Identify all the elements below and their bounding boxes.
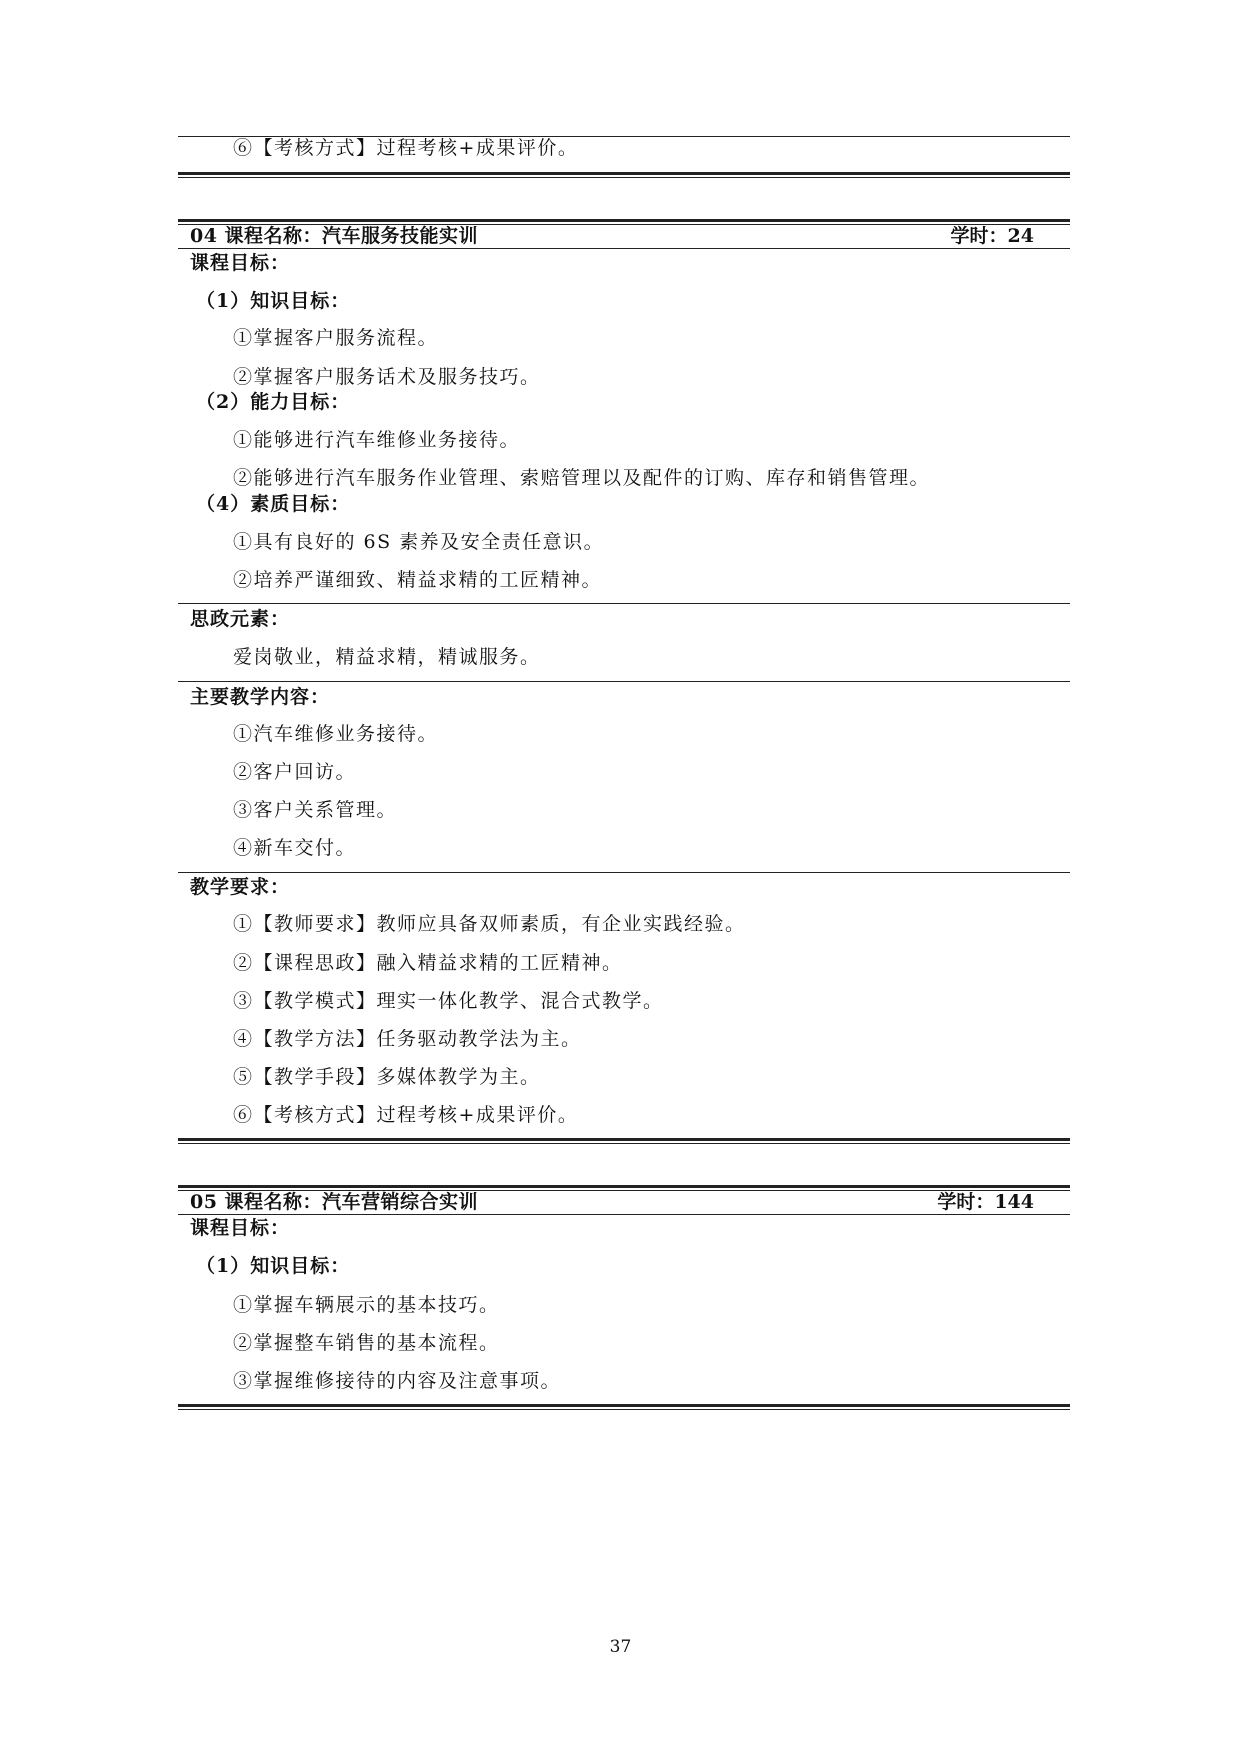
course05-knowledge-item: ③掌握维修接待的内容及注意事项。 [233,1370,562,1392]
course04-content-item: ④新车交付。 [233,837,357,859]
course05-hours: 学时：144 [937,1191,1034,1213]
course04-ideology-rule [178,603,1070,604]
course04-quality-item: ②培养严谨细致、精益求精的工匠精神。 [233,569,603,591]
course04-goal-heading: 课程目标： [190,252,291,274]
course04-content-heading: 主要教学内容： [190,686,331,708]
table-bottom-rule [178,172,1070,178]
course04-req-item: ①【教师要求】教师应具备双师素质，有企业实践经验。 [233,913,746,935]
course05-knowledge-item: ②掌握整车销售的基本流程。 [233,1332,500,1354]
course04-title-rule [178,248,1070,249]
course04-ability-item: ②能够进行汽车服务作业管理、索赔管理以及配件的订购、库存和销售管理。 [233,467,931,489]
course04-req-item: ③【教学模式】理实一体化教学、混合式教学。 [233,990,664,1012]
course04-ideology-heading: 思政元素： [190,608,291,630]
course04-content-rule [178,681,1070,682]
course04-ideology-text: 爱岗敬业，精益求精，精诚服务。 [233,646,541,668]
course04-bottom-rule [178,1138,1070,1144]
course04-content-item: ③客户关系管理。 [233,799,398,821]
course04-ability-item: ①能够进行汽车维修业务接待。 [233,429,521,451]
course04-content-item: ①汽车维修业务接待。 [233,723,439,745]
course04-req-item: ④【教学方法】任务驱动教学法为主。 [233,1028,582,1050]
course05-title: 05 课程名称：汽车营销综合实训 [190,1191,479,1213]
course04-req-rule [178,872,1070,873]
page-number: 37 [609,1637,632,1657]
course04-quality-item: ①具有良好的 6S 素养及安全责任意识。 [233,531,605,553]
course05-goal-heading: 课程目标： [190,1217,291,1239]
course05-title-rule [178,1214,1070,1215]
course04-knowledge-item: ②掌握客户服务话术及服务技巧。 [233,366,541,388]
course05-knowledge-item: ①掌握车辆展示的基本技巧。 [233,1294,500,1316]
course05-knowledge-heading: （1）知识目标： [196,1255,351,1277]
course04-req-item: ⑤【教学手段】多媒体教学为主。 [233,1066,541,1088]
course04-req-heading: 教学要求： [190,876,291,898]
course05-bottom-rule [178,1404,1070,1410]
course04-content-item: ②客户回访。 [233,761,357,783]
course04-knowledge-item: ①掌握客户服务流程。 [233,327,439,349]
course04-title: 04 课程名称：汽车服务技能实训 [190,225,479,247]
course04-ability-heading: （2）能力目标： [196,391,351,413]
top-assessment-line: ⑥【考核方式】过程考核+成果评价。 [233,137,579,159]
course04-req-item: ②【课程思政】融入精益求精的工匠精神。 [233,952,623,974]
course04-quality-heading: （4）素质目标： [196,493,351,515]
course04-knowledge-heading: （1）知识目标： [196,290,351,312]
course04-req-item: ⑥【考核方式】过程考核+成果评价。 [233,1104,579,1126]
course04-hours: 学时：24 [950,225,1034,247]
